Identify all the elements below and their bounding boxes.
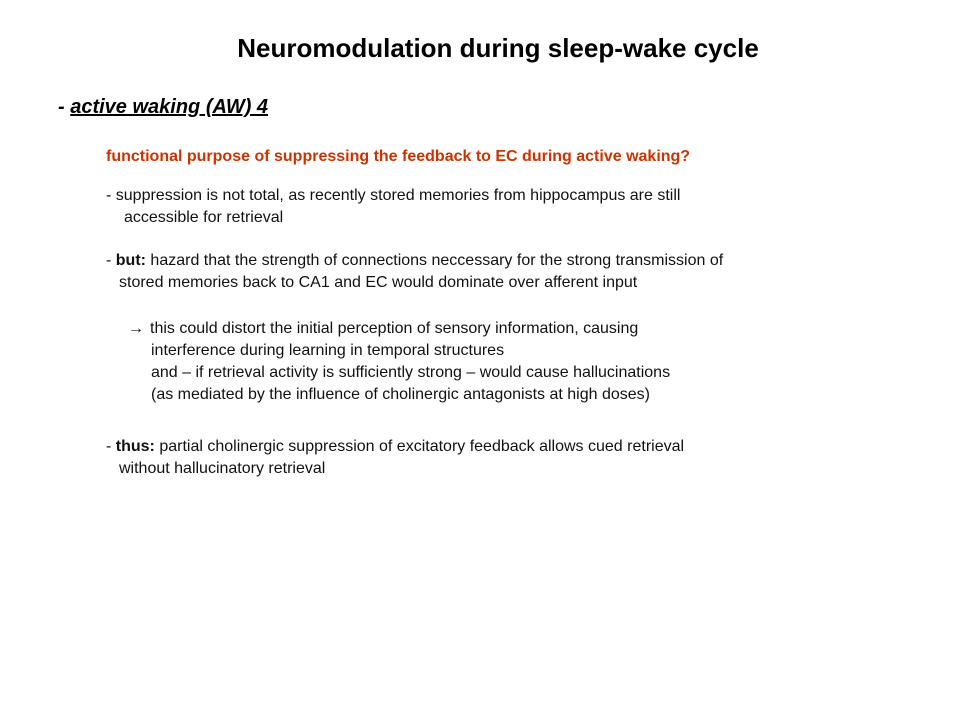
point-consequence-line3: and – if retrieval activity is sufficiently strong – would cause hallucinations (151, 364, 671, 381)
point-consequence-line4: (as mediated by the influence of cholinergic antagonists at high doses) (151, 386, 650, 403)
point-suppression-line1: - suppression is not total, as recently stored memories from hippocampus are still (106, 187, 681, 204)
key-question: functional purpose of suppressing the feedback to EC during active waking? (106, 148, 691, 165)
point-thus-dash: - (106, 438, 116, 455)
point-thus-keyword: thus: (115, 438, 155, 455)
point-suppression (106, 185, 680, 229)
point-thus-line1 (106, 438, 684, 455)
point-thus-line1-text: partial cholinergic suppression of excitatory feedback allows cued retrieval (154, 438, 685, 455)
section-heading-text: active waking (AW) 4 (70, 96, 269, 118)
point-consequence (128, 318, 670, 406)
point-but-line1 (106, 252, 723, 269)
slide-title: Neuromodulation during sleep-wake cycle (237, 33, 759, 63)
point-but-keyword: but: (115, 252, 146, 269)
section-heading (58, 94, 268, 120)
point-consequence-line2: interference during learning in temporal structures (151, 342, 505, 359)
point-consequence-line1-text: this could distort the initial perception of sensory information, causing (150, 320, 639, 337)
point-consequence-line1 (128, 320, 638, 337)
point-but-dash: - (106, 252, 116, 269)
point-but-line2: stored memories back to CA1 and EC would dominate over afferent input (119, 274, 638, 291)
point-thus (106, 436, 684, 480)
point-suppression-line2: accessible for retrieval (124, 209, 284, 226)
section-heading-dash: - (58, 96, 71, 118)
point-but-line1-text: hazard that the strength of connections neccessary for the strong transmission of (145, 252, 724, 269)
point-but (106, 250, 723, 294)
point-thus-line2: without hallucinatory retrieval (119, 460, 326, 477)
right-arrow-icon: → (128, 320, 144, 337)
